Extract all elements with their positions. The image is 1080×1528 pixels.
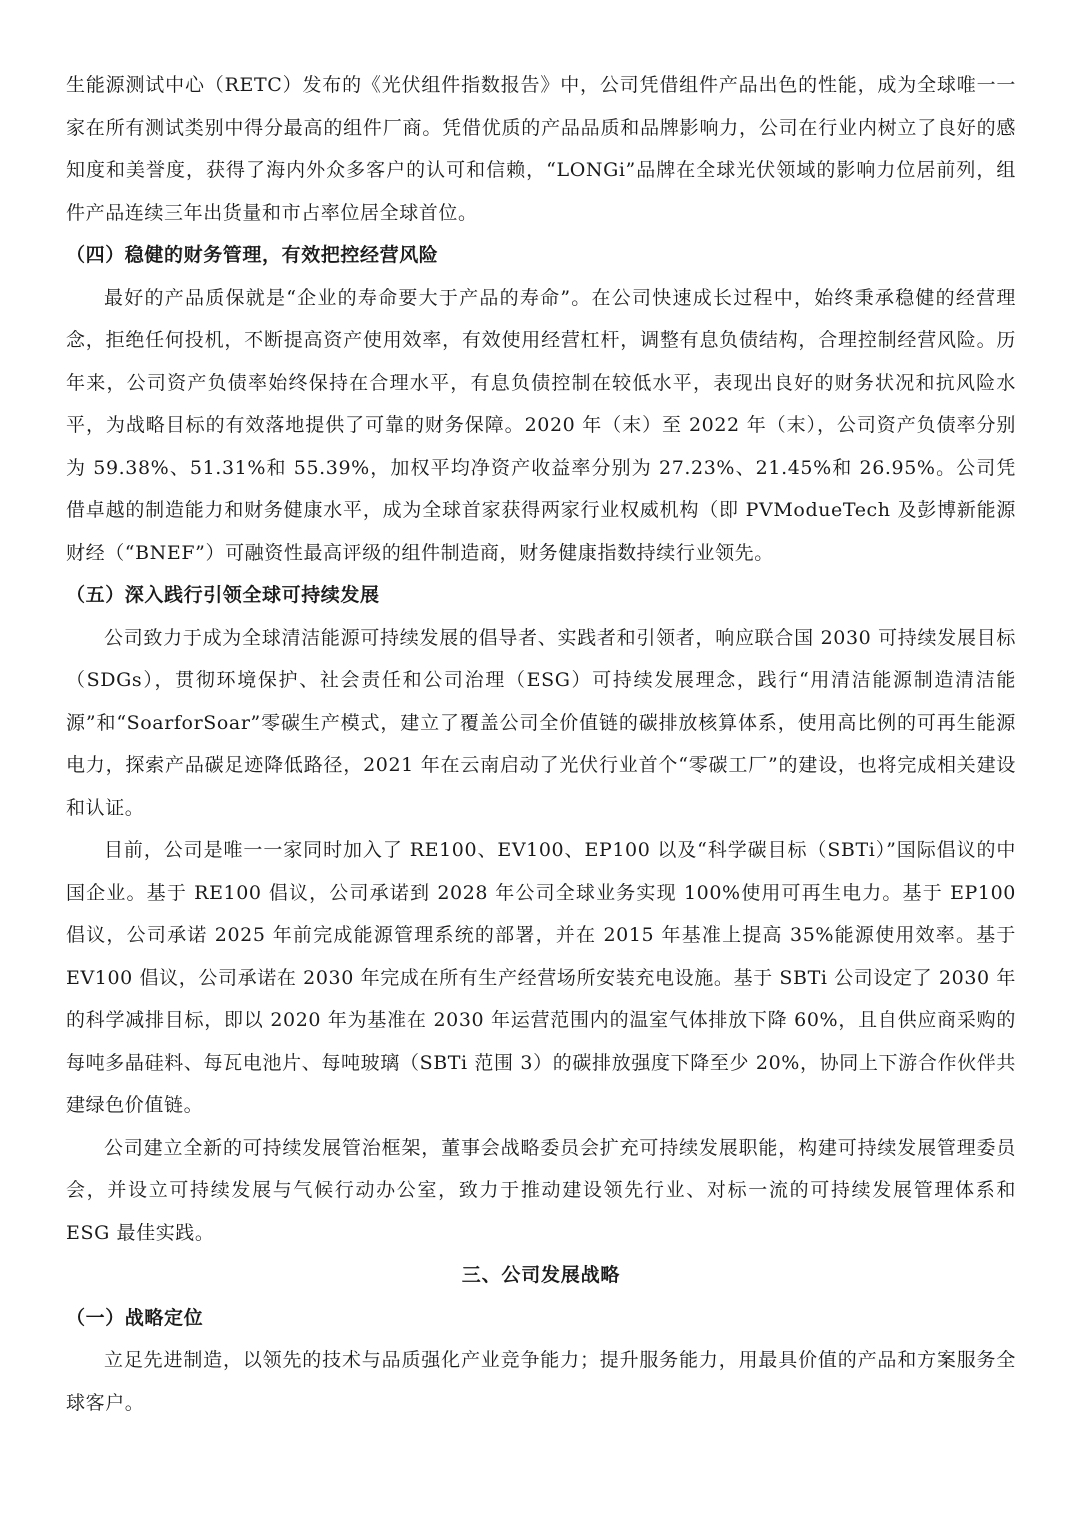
heading-financial-management: （四）稳健的财务管理，有效把控经营风险 (66, 244, 439, 266)
paragraph-governance-framework: 公司建立全新的可持续发展管治框架，董事会战略委员会扩充可持续发展职能，构建可持续发展管理委员会，并设立可持续发展与气候行动办公室，致力于推动建设领先行业、对标一流的可持续发展管理体系和 ESG 最佳实践。 (66, 1136, 1016, 1244)
paragraph-financial-management: 最好的产品质保就是“企业的寿命要大于产品的寿命”。在公司快速成长过程中，始终秉承稳健的经营理念，拒绝任何投机，不断提高资产使用效率，有效使用经营杠杆，调整有息负债结构，合理控制经营风险。历年来，公司资产负债率始终保持在合理水平，有息负债控制在较低水平，表现出良好的财务状况和抗风险水平，为战略目标的有效落地提供了可靠的财务保障。2020 年（末）至 2022 年（末），公司资产负债率分别为 59.38%、51.31%和 55.39%，加权平均净资产收益率分别为 27.23%、21.45%和 26.95%。公司凭借卓越的制造能力和财务健康水平，成为全球首家获得两家行业权威机构（即 PVModueTech 及彭博新能源财经（“BNEF”）可融资性最高评级的组件制造商，财务健康指数持续行业领先。 (66, 286, 1016, 564)
heading-strategic-positioning: （一）战略定位 (66, 1306, 204, 1329)
document-page (66, 64, 1016, 1424)
paragraph-strategic-positioning: 立足先进制造，以领先的技术与品质强化产业竞争能力；提升服务能力，用最具价值的产品和方案服务全球客户。 (66, 1349, 1016, 1414)
paragraph-sustainability-goals: 公司致力于成为全球清洁能源可持续发展的倡导者、实践者和引领者，响应联合国 2030 可持续发展目标（SDGs），贯彻环境保护、社会责任和公司治理（ESG）可持续发展理念，践行“用清洁能源制造清洁能源”和“SoarforSoar”零碳生产模式，建立了覆盖公司全价值链的碳排放核算体系，使用高比例的可再生能源电力，探索产品碳足迹降低路径，2021 年在云南启动了光伏行业首个“零碳工厂”的建设，也将完成相关建设和认证。 (66, 626, 1016, 819)
heading-sustainability: （五）深入践行引领全球可持续发展 (66, 584, 380, 606)
section-title-development-strategy: 三、公司发展战略 (461, 1264, 621, 1286)
paragraph-brand-influence: 生能源测试中心（RETC）发布的《光伏组件指数报告》中，公司凭借组件产品出色的性能，成为全球唯一一家在所有测试类别中得分最高的组件厂商。凭借优质的产品品质和品牌影响力，公司在行业内树立了良好的感知度和美誉度，获得了海内外众多客户的认可和信赖，“LONGi”品牌在全球光伏领域的影响力位居前列，组件产品连续三年出货量和市占率位居全球首位。 (66, 74, 1016, 224)
paragraph-climate-initiatives: 目前，公司是唯一一家同时加入了 RE100、EV100、EP100 以及“科学碳目标（SBTi）”国际倡议的中国企业。基于 RE100 倡议，公司承诺到 2028 年公司全球业务实现 100%使用可再生电力。基于 EP100 倡议，公司承诺 2025 年前完成能源管理系统的部署，并在 2015 年基准上提高 35%能源使用效率。基于 EV100 倡议，公司承诺在 2030 年完成在所有生产经营场所安装充电设施。基于 SBTi 公司设定了 2030 年的科学减排目标，即以 2020 年为基准在 2030 年运营范围内的温室气体排放下降 60%，且自供应商采购的每吨多晶硅料、每瓦电池片、每吨玻璃（SBTi 范围 3）的碳排放强度下降至少 20%，协同上下游合作伙伴共建绿色价值链。 (66, 839, 1016, 1116)
